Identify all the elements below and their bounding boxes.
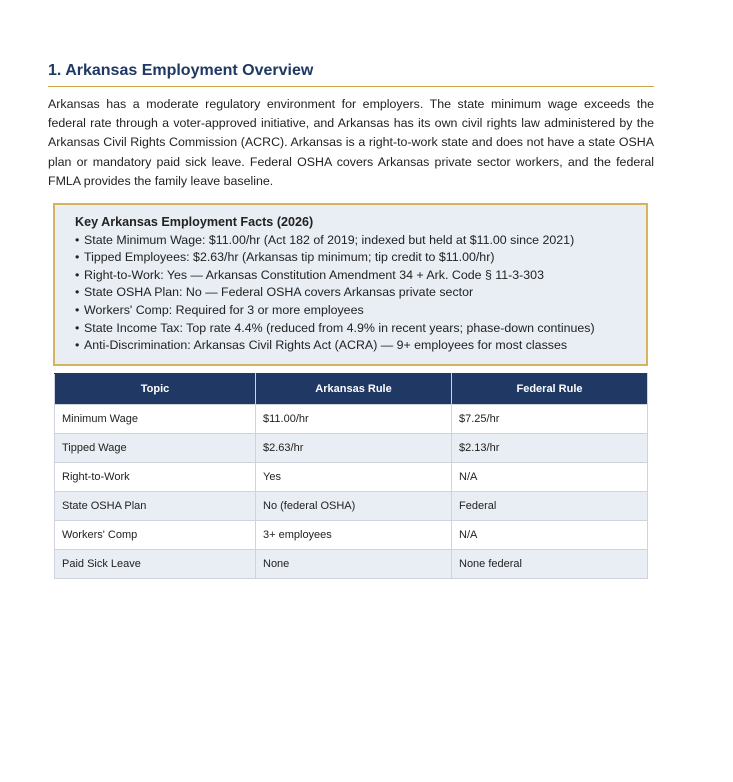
bullet-icon: • [75, 302, 80, 317]
table-header-row [55, 374, 648, 405]
table-row [55, 463, 648, 492]
key-facts-list [75, 232, 632, 355]
table-row [55, 550, 648, 579]
section-heading: 1. Arkansas Employment Overview [48, 62, 654, 87]
bullet-icon: • [75, 250, 80, 265]
bullet-icon: • [75, 267, 80, 282]
fact-item [75, 284, 632, 302]
table-row [55, 492, 648, 521]
table-cell-federal: $2.13/hr [452, 434, 648, 463]
table-cell-federal: N/A [452, 463, 648, 492]
table-cell-arkansas: None [256, 550, 452, 579]
column-header-federal-rule: Federal Rule [452, 374, 648, 405]
column-header-topic: Topic [55, 374, 256, 405]
fact-item [75, 267, 632, 285]
table-row [55, 405, 648, 434]
fact-text: State Income Tax: Top rate 4.4% (reduced from 4.9% in recent years; phase-down continues) [84, 320, 595, 335]
table-row [55, 434, 648, 463]
table-cell-arkansas: No (federal OSHA) [256, 492, 452, 521]
key-facts-title: Key Arkansas Employment Facts (2026) [75, 215, 314, 229]
bullet-icon: • [75, 232, 80, 247]
table-cell-federal: None federal [452, 550, 648, 579]
bullet-icon: • [75, 320, 80, 335]
fact-item [75, 302, 632, 320]
fact-text: Anti-Discrimination: Arkansas Civil Rights Act (ACRA) — 9+ employees for most classes [84, 338, 568, 353]
fact-text: State OSHA Plan: No — Federal OSHA covers Arkansas private sector [84, 285, 474, 300]
fact-item [75, 249, 632, 267]
bullet-icon: • [75, 338, 80, 353]
key-facts-box [53, 203, 648, 366]
fact-text: Tipped Employees: $2.63/hr (Arkansas tip minimum; tip credit to $11.00/hr) [84, 250, 495, 265]
table-cell-topic: State OSHA Plan [55, 492, 256, 521]
comparison-table [54, 373, 648, 579]
intro-paragraph: Arkansas has a moderate regulatory environment for employers. The state minimum wage exceeds the federal rate through a voter-approved initiative, and Arkansas has its own civil rights law administered by the Arkansas Civil Rights Commission (ACRC). Arkansas is a right-to-work state and does not have a state OSHA plan or mandatory paid sick leave. Federal OSHA covers Arkansas private sector workers, and the federal FMLA provides the family leave baseline. [48, 97, 654, 188]
table-cell-arkansas: Yes [256, 463, 452, 492]
table-cell-topic: Right-to-Work [55, 463, 256, 492]
fact-text: Right-to-Work: Yes — Arkansas Constitution Amendment 34 + Ark. Code § 11-3-303 [84, 267, 544, 282]
table-row [55, 521, 648, 550]
table-cell-federal: $7.25/hr [452, 405, 648, 434]
table-cell-arkansas: 3+ employees [256, 521, 452, 550]
table-cell-arkansas: $2.63/hr [256, 434, 452, 463]
fact-text: Workers' Comp: Required for 3 or more employees [84, 302, 364, 317]
fact-item [75, 320, 632, 338]
table-cell-topic: Tipped Wage [55, 434, 256, 463]
bullet-icon: • [75, 285, 80, 300]
table-cell-topic: Paid Sick Leave [55, 550, 256, 579]
table-cell-arkansas: $11.00/hr [256, 405, 452, 434]
table-cell-topic: Workers' Comp [55, 521, 256, 550]
table-cell-federal: N/A [452, 521, 648, 550]
fact-item [75, 337, 632, 355]
table-cell-topic: Minimum Wage [55, 405, 256, 434]
column-header-arkansas-rule: Arkansas Rule [256, 374, 452, 405]
fact-item [75, 232, 632, 250]
fact-text: State Minimum Wage: $11.00/hr (Act 182 of 2019; indexed but held at $11.00 since 2021) [84, 232, 575, 247]
table-cell-federal: Federal [452, 492, 648, 521]
